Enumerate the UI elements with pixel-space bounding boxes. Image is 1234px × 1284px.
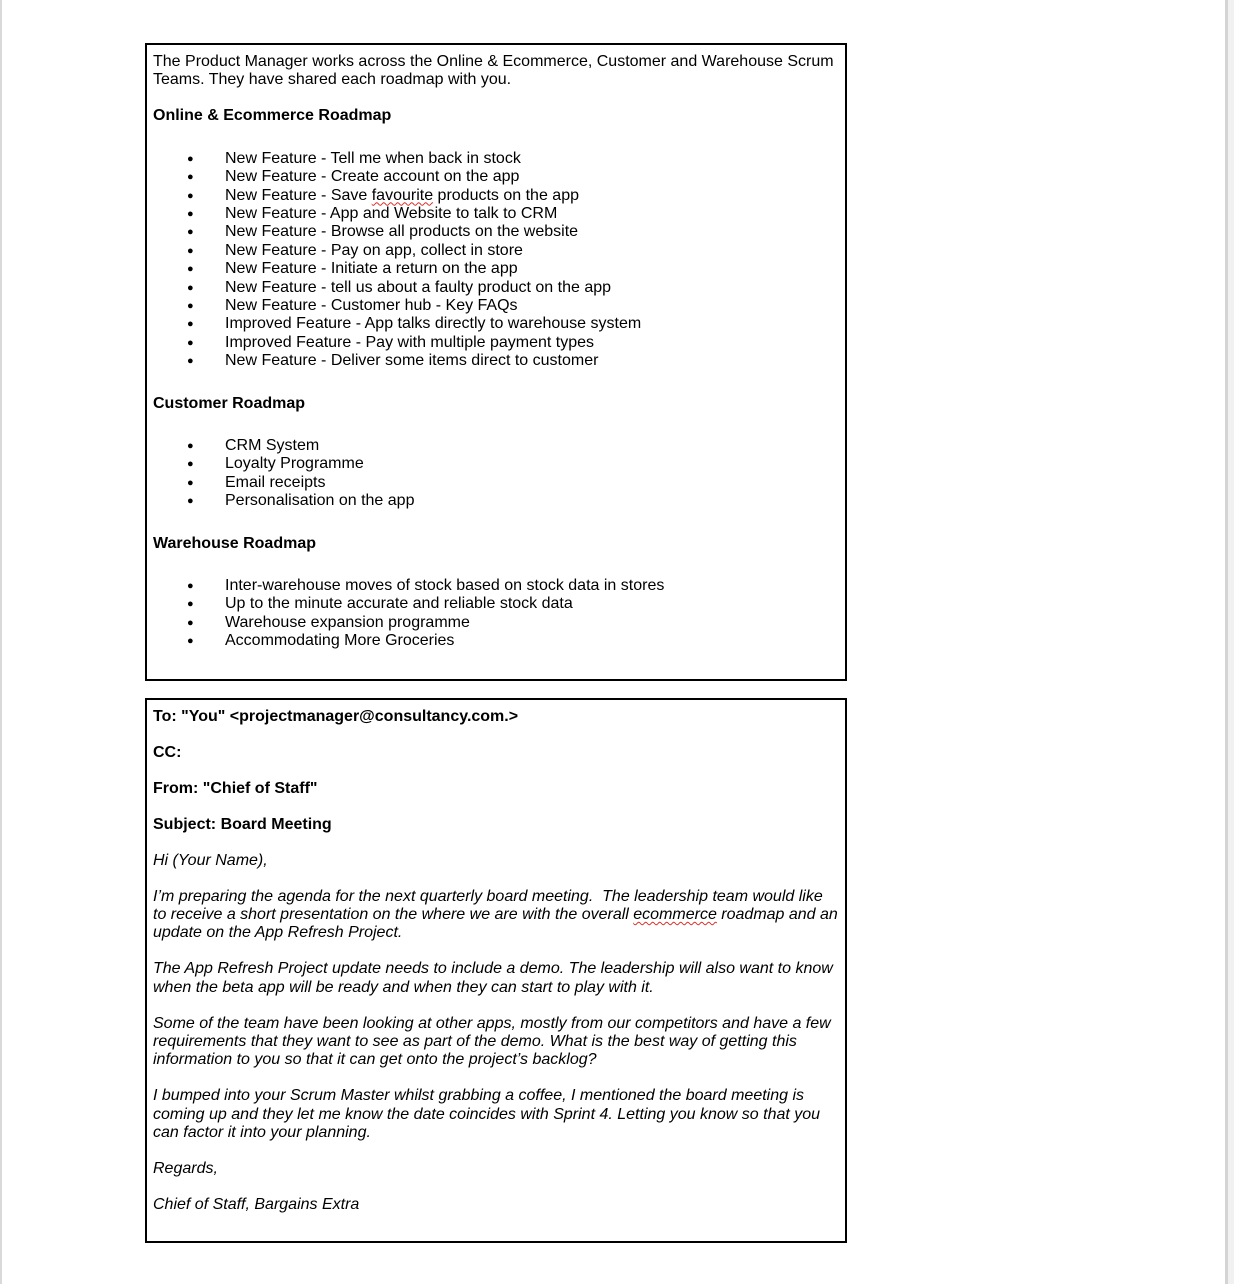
list-item: ● Email receipts xyxy=(153,474,839,492)
warehouse-roadmap-list xyxy=(153,577,839,651)
list-item: ● Up to the minute accurate and reliable stock data xyxy=(153,595,839,613)
list-item: ● New Feature - Pay on app, collect in store xyxy=(153,242,839,260)
list-item: ● New Feature - Initiate a return on the app xyxy=(153,260,839,278)
list-item: ● New Feature - tell us about a faulty product on the app xyxy=(153,279,839,297)
email-paragraph: The App Refresh Project update needs to include a demo. The leadership will also want to know when the beta app will be ready and when they can start to play with it. xyxy=(153,960,833,996)
email-signoff: Regards, xyxy=(153,1160,218,1177)
roadmap-intro: The Product Manager works across the Online & Ecommerce, Customer and Warehouse Scrum Teams. They have shared each roadmap with you. xyxy=(153,53,834,89)
page-left-edge xyxy=(0,0,2,1284)
list-item: ● Warehouse expansion programme xyxy=(153,614,839,632)
customer-roadmap-heading: Customer Roadmap xyxy=(153,394,306,412)
list-item: ● New Feature - Create account on the app xyxy=(153,168,839,186)
list-item: ● New Feature - Deliver some items direct to customer xyxy=(153,352,839,370)
email-subject: Subject: Board Meeting xyxy=(153,815,332,833)
list-item: ● Loyalty Programme xyxy=(153,455,839,473)
email-paragraph: I bumped into your Scrum Master whilst grabbing a coffee, I mentioned the board meeting is coming up and they let me know the date coincides with Sprint 4. Letting you know so that you can factor it into your planning. xyxy=(153,1087,821,1142)
email-greeting: Hi (Your Name), xyxy=(153,851,268,869)
list-item: ● New Feature - Customer hub - Key FAQs xyxy=(153,297,839,315)
page-gutter xyxy=(1228,0,1234,1284)
email-cc: CC: xyxy=(153,743,182,761)
list-item: ● Improved Feature - Pay with multiple payment types xyxy=(153,334,839,352)
list-item: ● CRM System xyxy=(153,437,839,455)
email-paragraph: I’m preparing the agenda for the next quarterly board meeting. The leadership team would like to receive a short presentation on the where we are with the overall ecommerce roadmap and an update on the App Refresh Project. xyxy=(153,887,838,942)
list-item: ● New Feature - Tell me when back in stock xyxy=(153,150,839,168)
spellcheck-word: favourite xyxy=(371,186,434,204)
list-item: ● New Feature - Browse all products on the website xyxy=(153,223,839,241)
online-roadmap-heading: Online & Ecommerce Roadmap xyxy=(153,107,392,125)
list-item: ● Inter-warehouse moves of stock based on stock data in stores xyxy=(153,577,839,595)
email-to: To: "You" <projectmanager@consultancy.com.> xyxy=(153,708,519,725)
list-item: ● Improved Feature - App talks directly to warehouse system xyxy=(153,315,839,333)
warehouse-roadmap-heading: Warehouse Roadmap xyxy=(153,534,316,552)
email-paragraph: Some of the team have been looking at other apps, mostly from our competitors and have a few requirements that they want to see as part of the demo. What is the best way of getting this information to you so that it can get onto the project’s backlog? xyxy=(153,1014,831,1069)
customer-roadmap-list xyxy=(153,437,839,511)
email-box xyxy=(145,698,847,1243)
email-from: From: "Chief of Staff" xyxy=(153,779,318,797)
list-item: ● New Feature - Save favourite products on the app xyxy=(153,187,839,205)
spellcheck-word: ecommerce xyxy=(633,905,717,923)
online-roadmap-list xyxy=(153,150,839,371)
list-item: ● New Feature - App and Website to talk to CRM xyxy=(153,205,839,223)
list-item: ● Personalisation on the app xyxy=(153,492,839,510)
roadmap-box xyxy=(145,43,847,681)
list-item: ● Accommodating More Groceries xyxy=(153,632,839,650)
email-signature: Chief of Staff, Bargains Extra xyxy=(153,1195,360,1213)
